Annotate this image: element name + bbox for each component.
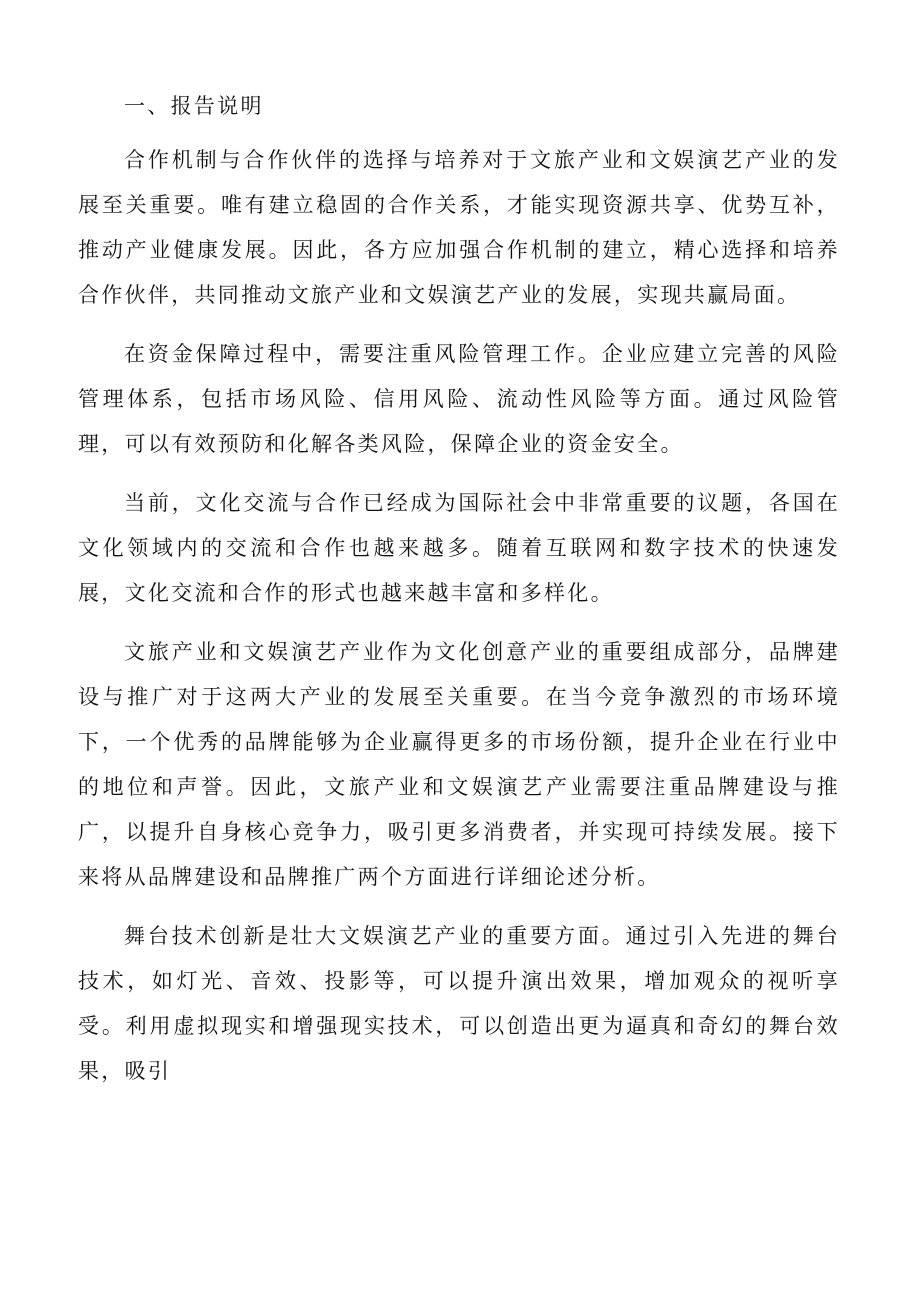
paragraph-3: 当前，文化交流与合作已经成为国际社会中非常重要的议题，各国在文化领域内的交流和合作也越来越多。随着互联网和数字技术的快速发展，文化交流和合作的形式也越来越丰富和多样化。: [78, 491, 840, 605]
paragraph-1: 合作机制与合作伙伴的选择与培养对于文旅产业和文娱演艺产业的发展至关重要。唯有建立稳固的合作关系，才能实现资源共享、优势互补，推动产业健康发展。因此，各方应加强合作机制的建立，精心选择和培养合作伙伴，共同推动文旅产业和文娱演艺产业的发展，实现共赢局面。: [78, 148, 840, 307]
paragraph-4: 文旅产业和文娱演艺产业作为文化创意产业的重要组成部分，品牌建设与推广对于这两大产业的发展至关重要。在当今竞争激烈的市场环境下，一个优秀的品牌能够为企业赢得更多的市场份额，提升企业在行业中的地位和声誉。因此，文旅产业和文娱演艺产业需要注重品牌建设与推广，以提升自身核心竞争力，吸引更多消费者，并实现可持续发展。接下来将从品牌建设和品牌推广两个方面进行详细论述分析。: [78, 640, 840, 889]
paragraph-5: 舞台技术创新是壮大文娱演艺产业的重要方面。通过引入先进的舞台技术，如灯光、音效、投影等，可以提升演出效果，增加观众的视听享受。利用虚拟现实和增强现实技术，可以创造出更为逼真和奇幻的舞台效果，吸引: [78, 924, 840, 1083]
section-heading: 一、报告说明: [124, 94, 264, 118]
document-body: [78, 84, 840, 1108]
paragraph-2: 在资金保障过程中，需要注重风险管理工作。企业应建立完善的风险管理体系，包括市场风险、信用风险、流动性风险等方面。通过风险管理，可以有效预防和化解各类风险，保障企业的资金安全。: [78, 342, 840, 456]
